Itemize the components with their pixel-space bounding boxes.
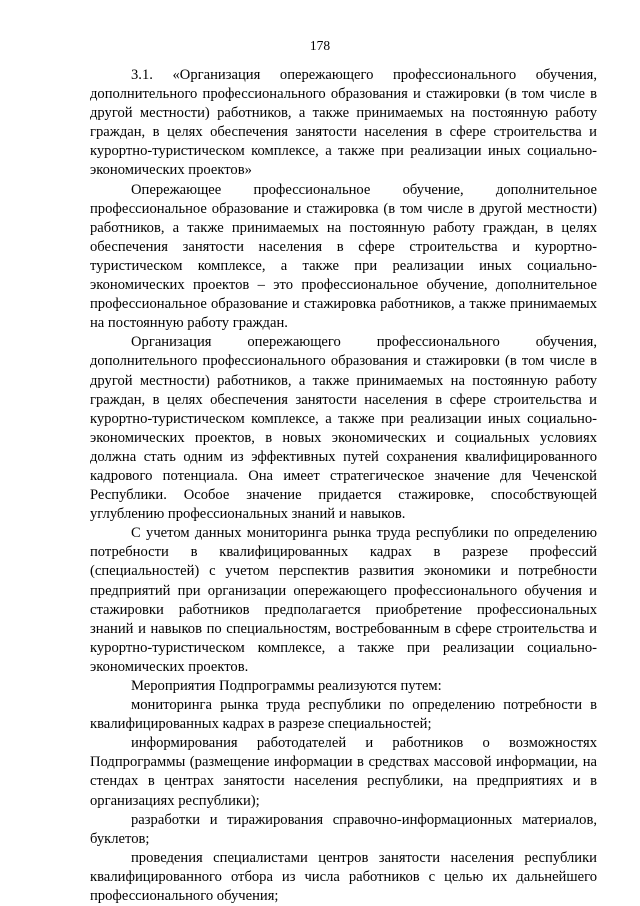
list-item-paragraph: мониторинга рынка труда республики по определению потребности в квалифицированных кадрах в разрезе специальностей; — [90, 697, 597, 733]
body-paragraph: С учетом данных мониторинга рынка труда республики по определению потребности в квалифицированных кадрах в разрезе профессий (специальностей) с учетом перспектив развития экономики и потребности предприятий при организации опережающего профессионального обучения и стажировки работников предполагается приобретение профессиональных знаний и навыков по специальностям, востребованным в сфере строительства и курортно-туристическом комплексе, а также при реализации социально-экономических проектов. — [90, 525, 597, 675]
list-item-paragraph: информирования работодателей и работников о возможностях Подпрограммы (размещение информации в средствах массовой информации, на стендах в центрах занятости населения республики, на предприятиях и в организациях республики); — [90, 735, 597, 809]
body-paragraph: Мероприятия Подпрограммы реализуются путем: — [131, 678, 442, 694]
list-item-paragraph: разработки и тиражирования справочно-информационных материалов, буклетов; — [90, 811, 597, 847]
list-item-paragraph: проведения специалистами центров занятости населения республики квалифицированного отбора из числа работников с целью их дальнейшего профессионального обучения; — [90, 849, 597, 905]
document-body — [90, 66, 597, 906]
body-paragraph: Организация опережающего профессионального обучения, дополнительного профессионального образования и стажировки (в том числе в другой местности) работников, а также принимаемых на постоянную работу граждан, в целях обеспечения занятости населения в сфере строительства и курортно-туристическом комплексе, а также при реализации иных социально-экономических проектов, в новых экономических и социальных условиях должна стать одним из эффективных путей сохранения квалифицированного кадрового потенциала. Она имеет стратегическое значение для Чеченской Республики. Особое значение придается стажировке, способствующей углублению профессиональных знаний и навыков. — [90, 334, 597, 523]
section-heading-paragraph: 3.1. «Организация опережающего профессионального обучения, дополнительного профессионального образования и стажировки (в том числе в другой местности) работников, а также принимаемых на постоянную работу граждан, в целях обеспечения занятости населения в сфере строительства и курортно-туристическом комплексе, а также при реализации иных социально-экономических проектов» — [90, 67, 597, 179]
page-number: 178 — [309, 38, 331, 53]
body-paragraph: Опережающее профессиональное обучение, дополнительное профессиональное образование и стажировка (в том числе в другой местности) работников, а также принимаемых на постоянную работу граждан, в целях обеспечения занятости населения в сфере строительства и курортно-туристическом комплексе, а также при реализации иных социально-экономических проектов – это профессиональное обучение, дополнительное профессиональное образование и стажировка работников, а также принимаемых на постоянную работу граждан. — [90, 181, 597, 332]
